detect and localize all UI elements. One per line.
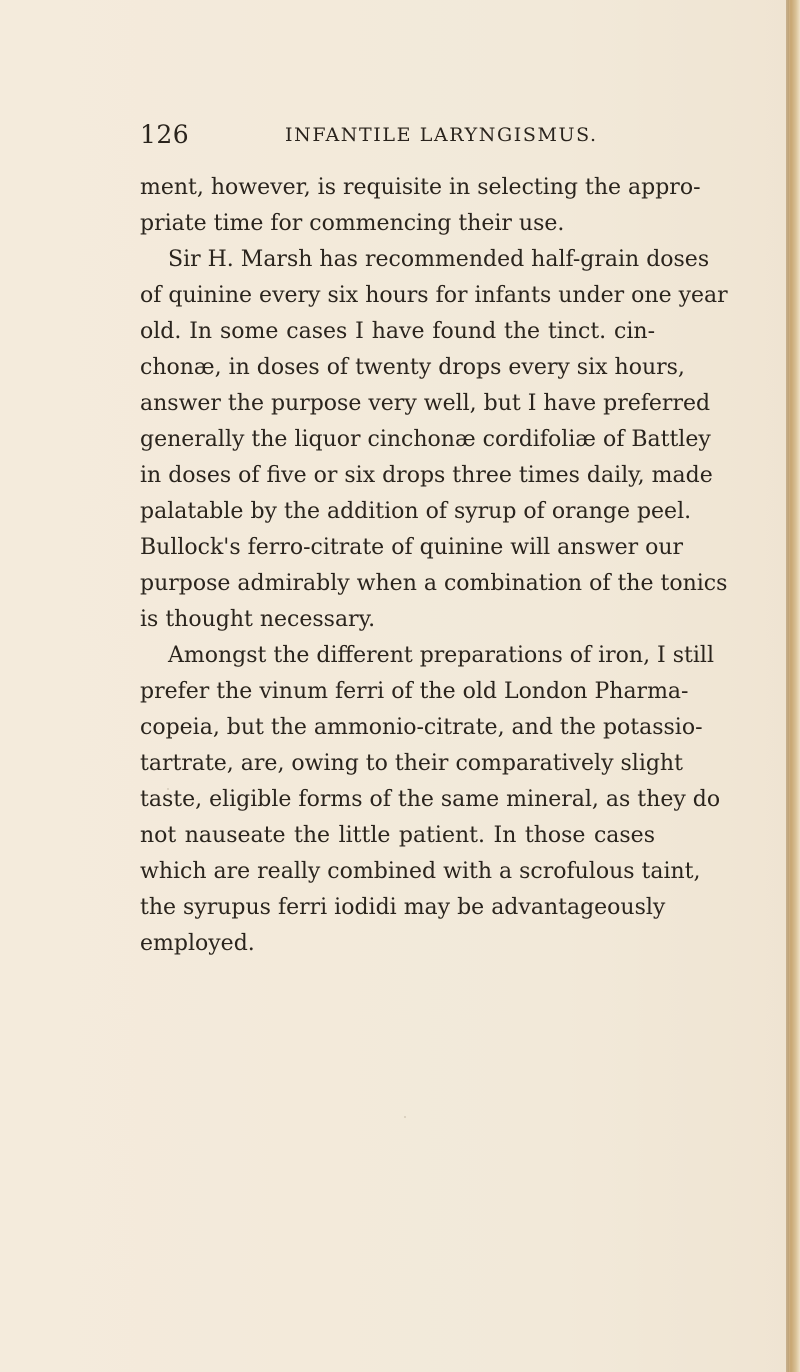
text-line: not nauseate the little patient. In those cases (140, 823, 655, 848)
text-line: the syrupus ferri iodidi may be advantageously (140, 895, 666, 920)
text-line: prefer the vinum ferri of the old London Pharma- (140, 679, 689, 704)
body-text (140, 170, 728, 962)
text-line: of quinine every six hours for infants under one year (140, 283, 728, 308)
paper-fleck (167, 788, 169, 790)
text-line: taste, eligible forms of the same mineral, as they do (140, 787, 721, 812)
running-head: INFANTILE LARYNGISMUS. (285, 124, 598, 146)
text-line: generally the liquor cinchonæ cordifoliæ of Battley (140, 427, 711, 452)
text-line: employed. (140, 931, 255, 956)
text-line: Amongst the different preparations of iron, I still (168, 643, 714, 668)
text-line: Bullock's ferro-citrate of quinine will answer our (140, 535, 684, 560)
text-line: ment, however, is requisite in selecting the appro- (140, 175, 701, 200)
text-line: priate time for commencing their use. (140, 211, 565, 236)
text-line: purpose admirably when a combination of the tonics (140, 571, 728, 596)
text-line: in doses of five or six drops three times daily, made (140, 463, 713, 488)
text-line: Sir H. Marsh has recommended half-grain doses (168, 247, 710, 272)
text-line: which are really combined with a scrofulous taint, (140, 859, 701, 884)
page-number: 126 (140, 120, 190, 149)
text-line: old. In some cases I have found the tinct. cin- (140, 319, 655, 344)
text-line: tartrate, are, owing to their comparatively slight (140, 751, 683, 776)
page-edge (786, 0, 800, 1372)
text-line: is thought necessary. (140, 607, 376, 632)
text-line: chonæ, in doses of twenty drops every six hours, (140, 355, 685, 380)
paper-fleck (552, 905, 554, 907)
text-line: answer the purpose very well, but I have preferred (140, 391, 711, 416)
text-line: palatable by the addition of syrup of orange peel. (140, 499, 692, 524)
page-header (140, 120, 660, 154)
text-line: copeia, but the ammonio-citrate, and the potassio- (140, 715, 703, 740)
paper-fleck (404, 1116, 406, 1118)
